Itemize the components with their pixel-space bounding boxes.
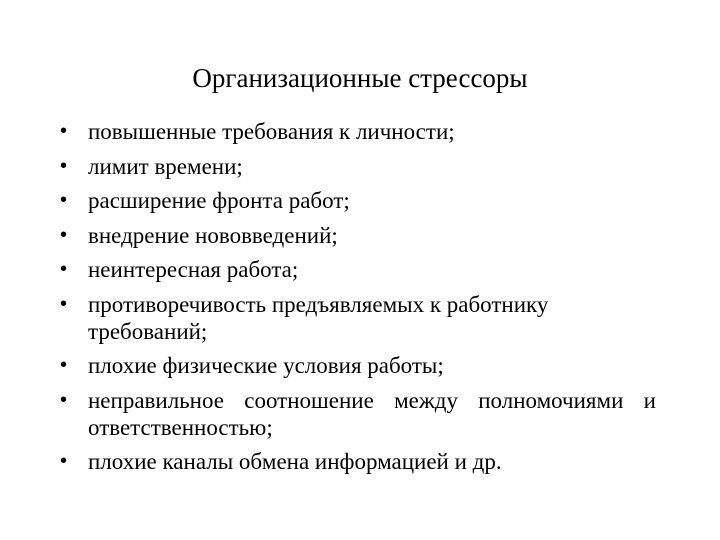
- bullet-icon: •: [60, 388, 68, 411]
- list-item-text: неинтересная работа;: [88, 257, 299, 282]
- list-item-text: лимит времени;: [88, 153, 243, 179]
- list-item: [60, 256, 656, 283]
- list-item: [60, 187, 656, 214]
- bullet-icon: •: [60, 120, 68, 142]
- list-item-text: противоречивость предъявляемых к работнику требований;: [88, 291, 549, 344]
- bullet-icon: •: [60, 223, 68, 246]
- list-item-text: неправильное соотношение между полномочиями и ответственностью;: [88, 387, 656, 440]
- list-item: [60, 387, 656, 441]
- list-item: [60, 352, 656, 379]
- list-item-text: расширение фронта работ;: [88, 188, 350, 213]
- list-item: [60, 118, 656, 145]
- bullet-icon: •: [60, 450, 68, 472]
- list-item-text: повышенные требования к личности;: [88, 119, 455, 144]
- bullet-icon: •: [60, 354, 68, 376]
- bullet-icon: •: [60, 292, 68, 315]
- stressor-list: [60, 118, 656, 483]
- list-item: [60, 448, 656, 475]
- list-item: [60, 153, 656, 180]
- list-item: [60, 291, 656, 345]
- bullet-icon: •: [60, 258, 68, 280]
- list-item: [60, 222, 656, 249]
- slide-title: Организационные стрессоры: [192, 63, 528, 93]
- bullet-icon: •: [60, 189, 68, 211]
- list-item-text: плохие физические условия работы;: [88, 353, 444, 378]
- list-item-text: внедрение нововведений;: [88, 222, 338, 248]
- list-item-text: плохие каналы обмена информацией и др.: [88, 449, 502, 474]
- bullet-icon: •: [60, 154, 68, 177]
